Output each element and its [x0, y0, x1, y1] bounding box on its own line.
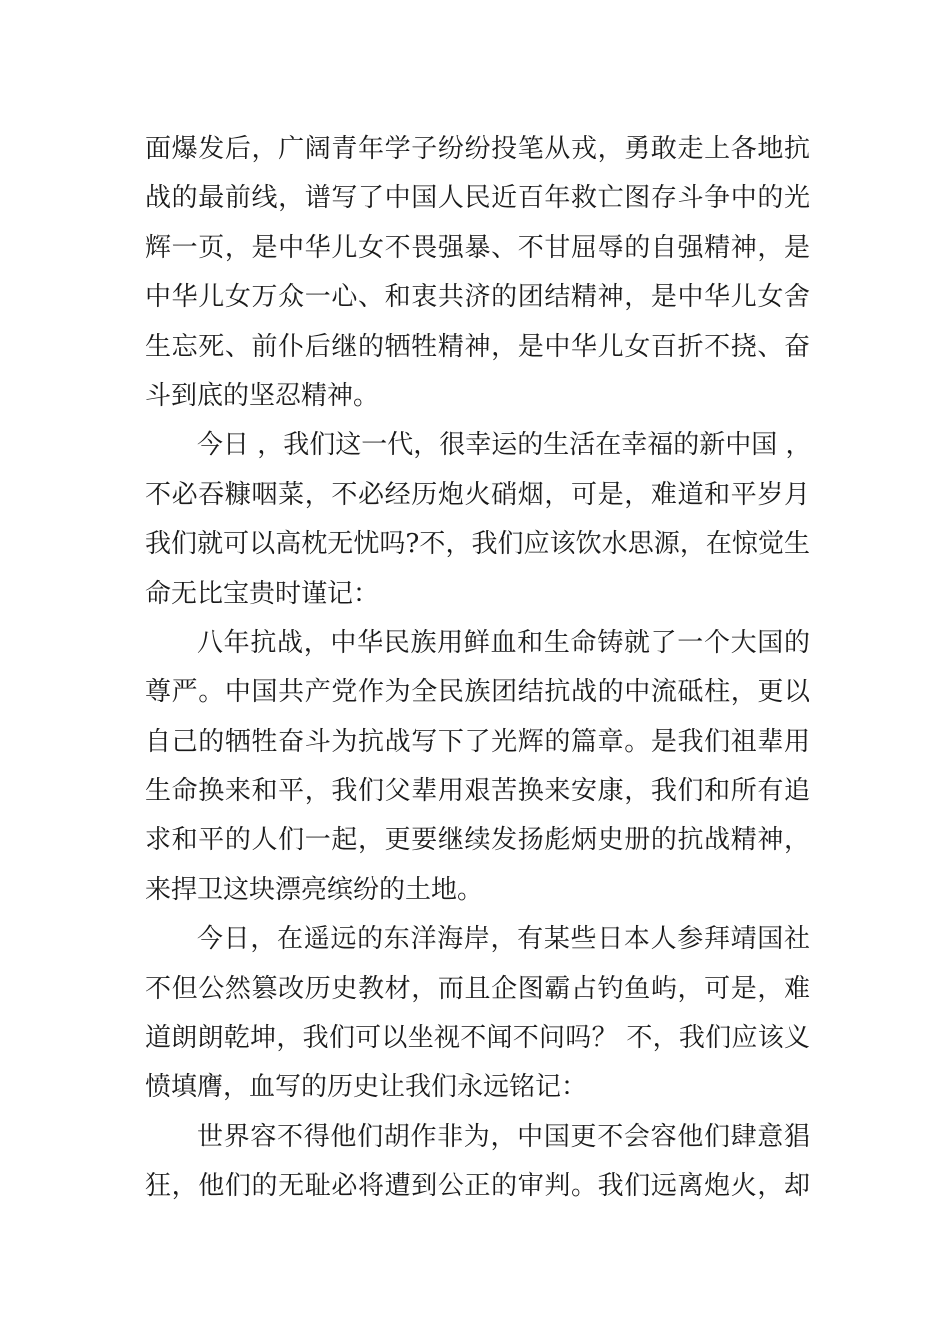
text-line: 道朗朗乾坤，我们可以坐视不闻不问吗？ 不，我们应该义 [145, 1023, 810, 1054]
text-line: 求和平的人们一起，更要继续发扬彪炳史册的抗战精神， [145, 825, 810, 856]
text-line: 辉一页，是中华儿女不畏强暴、不甘屈辱的自强精神，是 [145, 232, 810, 263]
text-line: 生忘死、前仆后继的牺牲精神，是中华儿女百折不挠、奋 [145, 331, 810, 362]
text-line: 斗到底的坚忍精神。 [145, 380, 380, 411]
text-line: 不但公然篡改历史教材，而且企图霸占钓鱼屿，可是，难 [145, 973, 810, 1004]
text-line: 命无比宝贵时谨记： [145, 578, 380, 609]
text-line: 狂，他们的无耻必将遭到公正的审判。我们远离炮火，却 [145, 1171, 810, 1202]
text-line: 世界容不得他们胡作非为，中国更不会容他们肆意猖 [197, 1121, 810, 1152]
text-line: 来捍卫这块漂亮缤纷的土地。 [145, 874, 484, 905]
text-line: 中华儿女万众一心、和衷共济的团结精神，是中华儿女舍 [145, 282, 810, 313]
text-line: 生命换来和平，我们父辈用艰苦换来安康，我们和所有追 [145, 776, 810, 807]
text-line: 战的最前线，谱写了中国人民近百年救亡图存斗争中的光 [145, 183, 810, 214]
text-line: 今日 ，我们这一代，很幸运的生活在幸福的新中国 ， [197, 430, 812, 461]
text-line: 八年抗战，中华民族用鲜血和生命铸就了一个大国的 [197, 627, 810, 658]
text-line: 我们就可以高枕无忧吗?不，我们应该饮水思源，在惊觉生 [145, 529, 810, 560]
text-line: 愤填膺，血写的历史让我们永远铭记： [145, 1072, 588, 1103]
text-line: 尊严。中国共产党作为全民族团结抗战的中流砥柱，更以 [145, 677, 810, 708]
body-text [145, 125, 810, 1212]
text-line: 面爆发后，广阔青年学子纷纷投笔从戎，勇敢走上各地抗 [145, 134, 810, 164]
text-line: 自己的牺牲奋斗为抗战写下了光辉的篇章。是我们祖辈用 [145, 726, 810, 757]
text-line: 不必吞糠咽菜，不必经历炮火硝烟，可是，难道和平岁月 [145, 479, 810, 510]
text-line: 今日，在遥远的东洋海岸，有某些日本人参拜靖国社 [197, 924, 810, 955]
